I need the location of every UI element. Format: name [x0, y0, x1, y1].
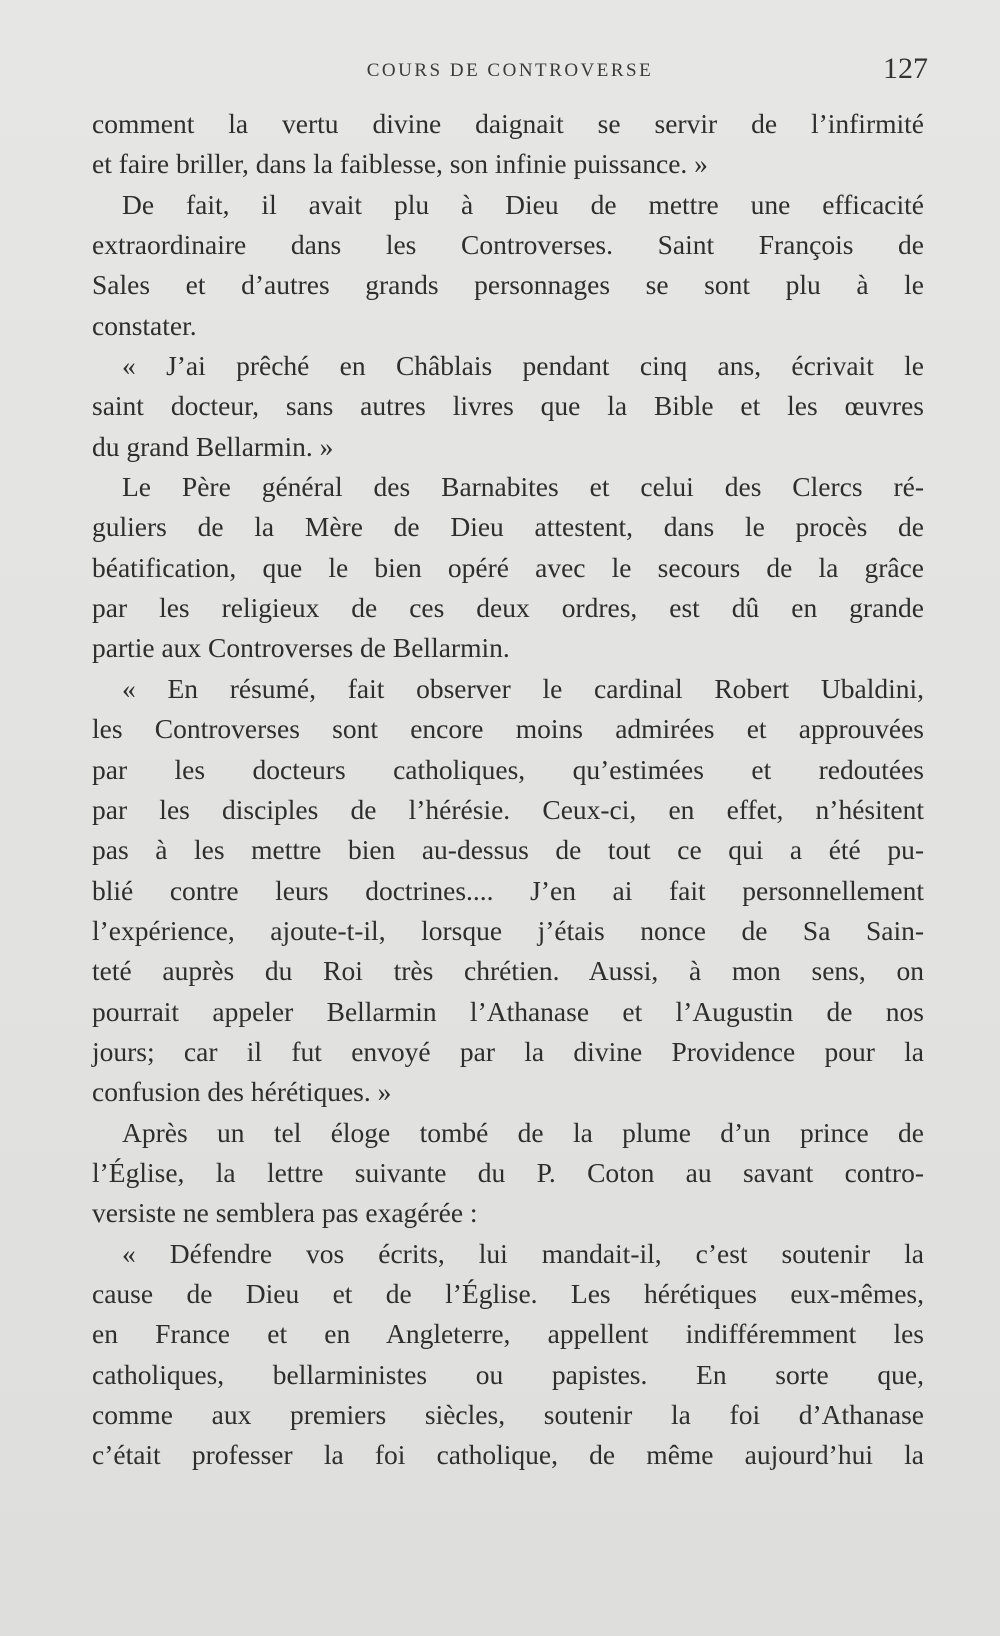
- text-line: confusion des hérétiques. »: [92, 1076, 392, 1108]
- text-line: par les disciples de l’hérésie. Ceux-ci, en effet, n’hésitent: [92, 793, 924, 825]
- text-line: cause de Dieu et de l’Église. Les hérétiques eux-mêmes,: [92, 1277, 924, 1309]
- text-line: constater.: [92, 309, 197, 341]
- running-title: COURS DE CONTROVERSE: [366, 60, 654, 81]
- text-line: pas à les mettre bien au-dessus de tout ce qui a été pu-: [92, 834, 924, 866]
- text-line: comment la vertu divine daignait se servir de l’infirmité: [92, 108, 924, 139]
- text-line: les Controverses sont encore moins admirées et approuvées: [92, 713, 924, 745]
- text-line: jours; car il fut envoyé par la divine Providence pour la: [92, 1035, 924, 1067]
- running-head: [92, 52, 928, 92]
- text-line: Le Père général des Barnabites et celui des Clercs ré-: [122, 471, 924, 503]
- text-line: c’était professer la foi catholique, de même aujourd’hui la: [92, 1439, 924, 1471]
- text-line: comme aux premiers siècles, soutenir la foi d’Athanase: [92, 1399, 924, 1430]
- text-line: extraordinaire dans les Controverses. Saint François de: [92, 229, 924, 261]
- body-text: [92, 104, 924, 1476]
- text-line: pourrait appeler Bellarmin l’Athanase et l’Augustin de nos: [92, 995, 924, 1027]
- text-line: catholiques, bellarministes ou papistes. En sorte que,: [92, 1358, 924, 1390]
- text-line: l’Église, la lettre suivante du P. Coton au savant contro-: [92, 1156, 924, 1188]
- text-line: par les docteurs catholiques, qu’estimées et redoutées: [92, 753, 924, 785]
- text-line: saint docteur, sans autres livres que la Bible et les œuvres: [92, 390, 924, 422]
- text-line: par les religieux de ces deux ordres, est dû en grande: [92, 592, 924, 624]
- text-line: blié contre leurs doctrines.... J’en ai fait personnellement: [92, 874, 924, 906]
- text-line: De fait, il avait plu à Dieu de mettre une efficacité: [122, 188, 924, 220]
- text-line: Après un tel éloge tombé de la plume d’un prince de: [122, 1116, 924, 1148]
- text-line: « Défendre vos écrits, lui mandait-il, c’est soutenir la: [122, 1237, 924, 1269]
- text-line: l’expérience, ajoute-t-il, lorsque j’étais nonce de Sa Sain-: [92, 914, 924, 946]
- text-line: et faire briller, dans la faiblesse, son infinie puissance. »: [92, 148, 708, 180]
- text-line: Sales et d’autres grands personnages se sont plu à le: [92, 269, 924, 301]
- text-line: teté auprès du Roi très chrétien. Aussi, à mon sens, on: [92, 955, 924, 987]
- text-line: en France et en Angleterre, appellent indifféremment les: [92, 1318, 924, 1350]
- text-line: versiste ne semblera pas exagérée :: [92, 1197, 478, 1229]
- text-line: du grand Bellarmin. »: [92, 430, 334, 462]
- text-line: « En résumé, fait observer le cardinal Robert Ubaldini,: [122, 672, 924, 704]
- page-number: 127: [883, 52, 928, 85]
- text-line: « J’ai prêché en Châblais pendant cinq ans, écrivait le: [122, 350, 924, 382]
- text-line: béatification, que le bien opéré avec le secours de la grâce: [92, 551, 924, 583]
- text-line: guliers de la Mère de Dieu attestent, dans le procès de: [92, 511, 924, 543]
- text-line: partie aux Controverses de Bellarmin.: [92, 632, 510, 664]
